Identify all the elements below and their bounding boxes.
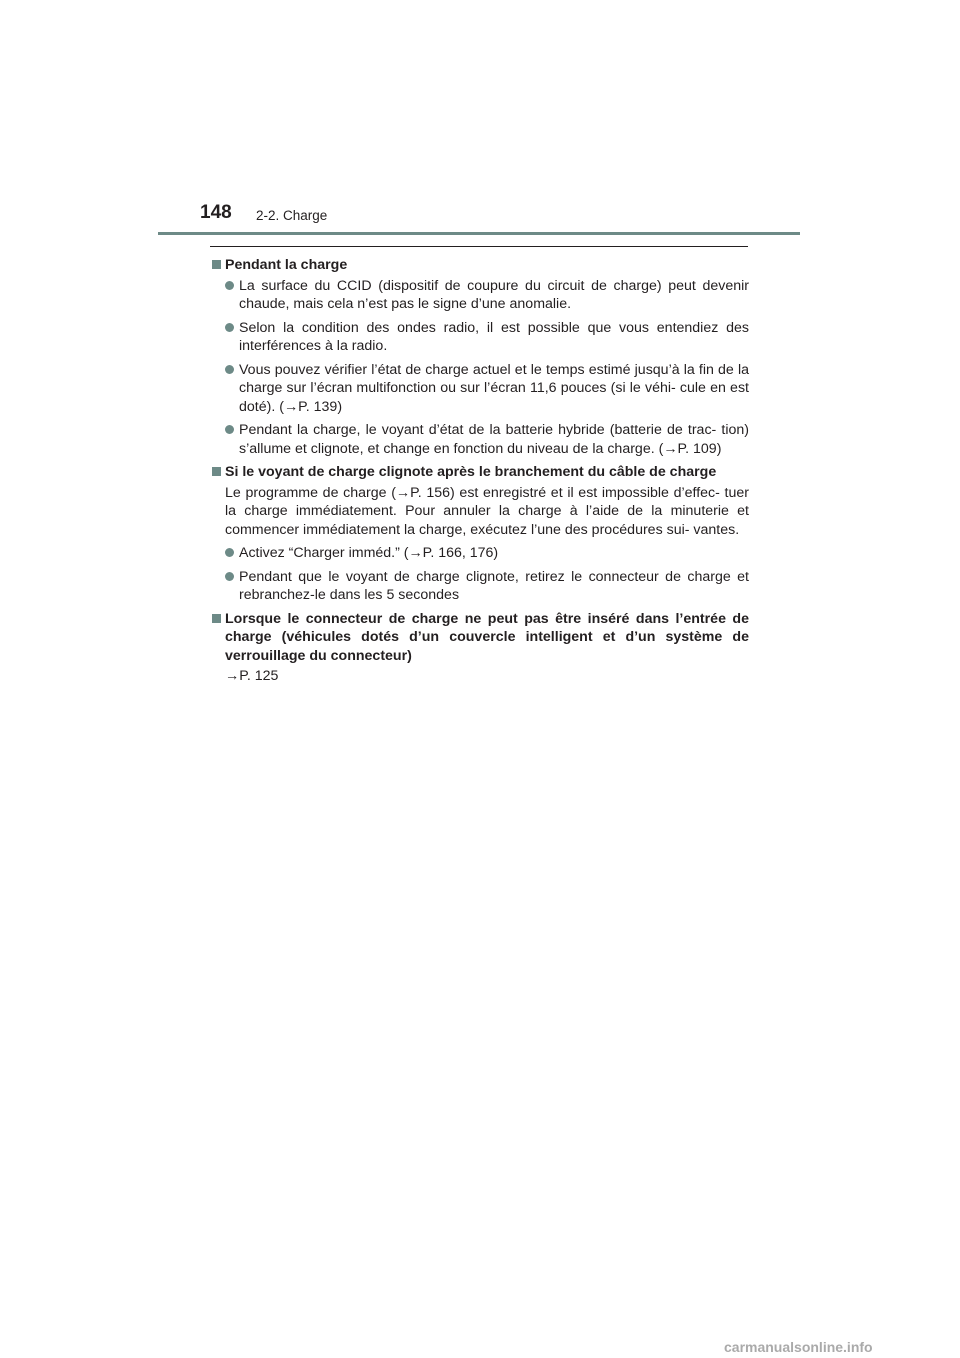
section-title: 2-2. Charge <box>256 208 328 223</box>
page-reference: →P. 125 <box>225 668 279 684</box>
section-heading <box>212 256 749 275</box>
list-item-text: Vous pouvez vérifier l’état de charge actuel et le temps estimé jusqu’à la fin de la charge sur l’écran multifonction ou sur l’écran 11,6 pouces (si le véhi- cule en est doté). (→P. 139) <box>239 361 749 415</box>
heading-text: Lorsque le connecteur de charge ne peut pas être inséré dans l’entrée de charge (véhicules dotés d’un couvercle intelligent et d’un système de verrouillage du connecteur) <box>225 610 749 664</box>
square-bullet-icon <box>212 467 221 476</box>
list-item <box>212 544 749 563</box>
list-item-text: Pendant la charge, le voyant d’état de la batterie hybride (batterie de trac- tion) s’allume et clignote, et change en fonction du niveau de la charge. (→P. 109) <box>239 422 749 457</box>
list-item <box>212 277 749 314</box>
circle-bullet-icon <box>225 572 234 581</box>
heading-text: Pendant la charge <box>225 257 348 273</box>
list-item-text: Activez “Charger imméd.” (→P. 166, 176) <box>239 545 499 561</box>
list-item <box>212 361 749 417</box>
heading-text: Si le voyant de charge clignote après le branchement du câble de charge <box>225 464 717 480</box>
circle-bullet-icon <box>225 365 234 374</box>
circle-bullet-icon <box>225 323 234 332</box>
square-bullet-icon <box>212 260 221 269</box>
circle-bullet-icon <box>225 281 234 290</box>
paragraph: Le programme de charge (→P. 156) est enregistré et il est impossible d’effec- tuer la charge immédiatement. Pour annuler la charge à l’aide de la minuterie et commencer immédiatement la charge, exécutez l’une des procédures sui- vantes. <box>225 484 749 538</box>
section-charging <box>212 256 749 458</box>
list-item-text: La surface du CCID (dispositif de coupure du circuit de charge) peut devenir chaude, mais cela n’est pas le signe d’une anomalie. <box>239 277 749 312</box>
list-item-text: Selon la condition des ondes radio, il est possible que vous entendiez des interférences à la radio. <box>239 319 749 354</box>
list-item <box>212 319 749 356</box>
section-blinking-indicator <box>212 463 749 605</box>
content-rule <box>210 246 748 247</box>
page-number: 148 <box>200 202 232 223</box>
content <box>212 256 749 691</box>
list-item <box>212 421 749 458</box>
header-rule <box>158 232 800 235</box>
section-connector-insertion <box>212 610 749 686</box>
section-heading <box>212 610 749 666</box>
list-item-text: Pendant que le voyant de charge clignote, retirez le connecteur de charge et rebranchez-le dans les 5 secondes <box>239 568 749 603</box>
watermark: carmanualsonline.info <box>724 1339 873 1355</box>
square-bullet-icon <box>212 614 221 623</box>
list-item <box>212 568 749 605</box>
circle-bullet-icon <box>225 548 234 557</box>
section-heading <box>212 463 749 482</box>
circle-bullet-icon <box>225 425 234 434</box>
